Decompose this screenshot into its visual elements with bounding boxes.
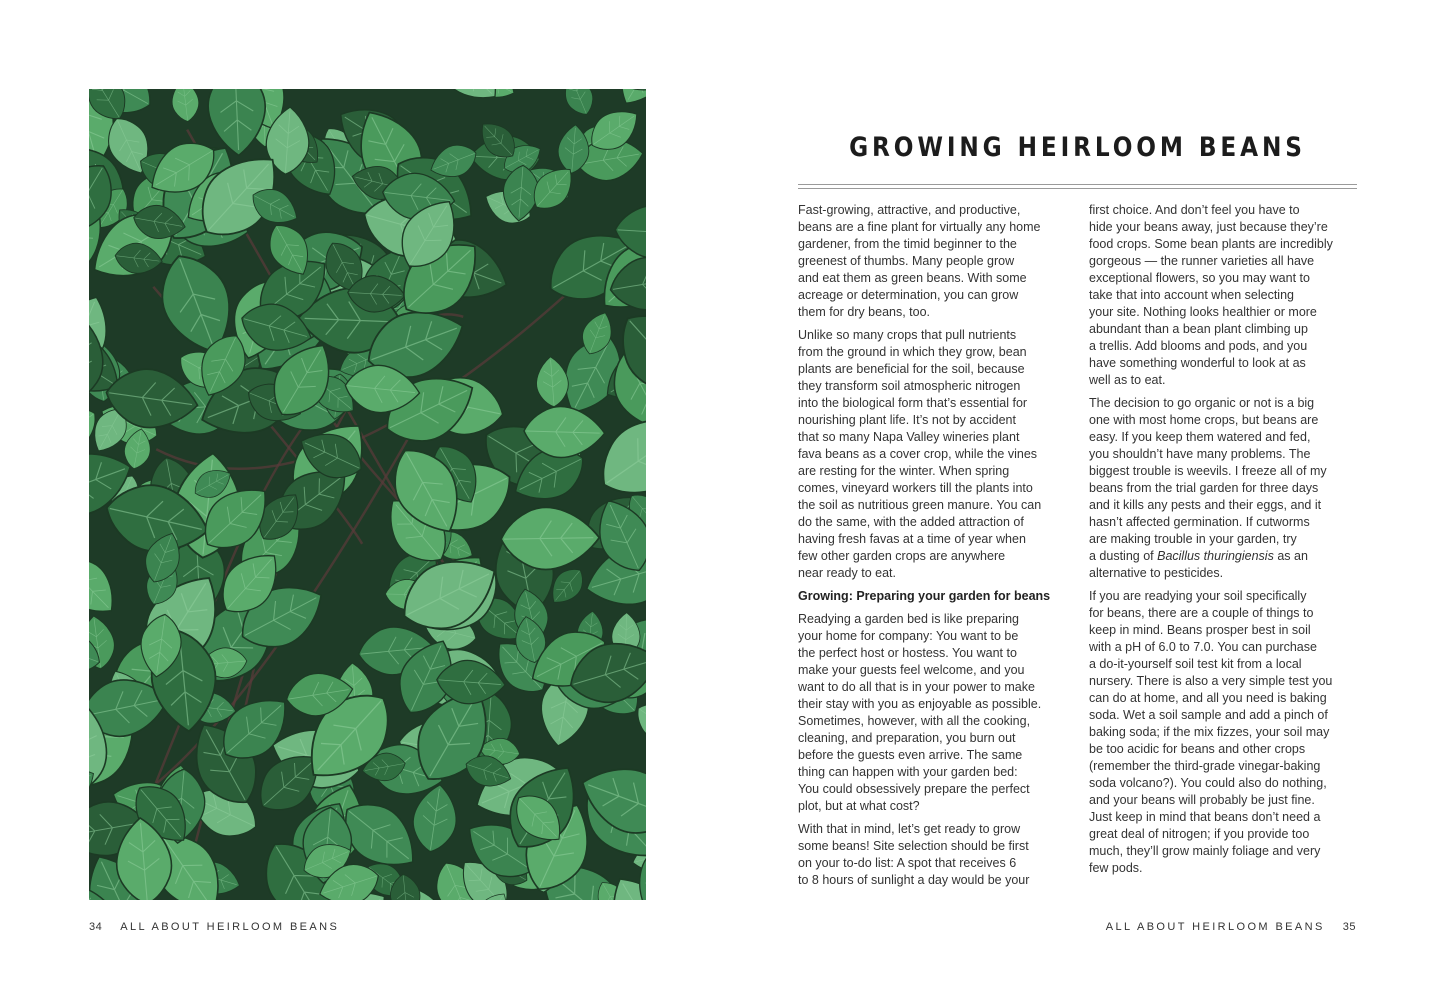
text-line: the soil as nutritious green manure. You can	[798, 498, 1042, 512]
text-line: are resting for the winter. When spring	[798, 464, 1010, 478]
text-line: with a pH of 6.0 to 7.0. You can purchase	[1089, 640, 1317, 654]
text-line: If you are readying your soil specifically	[1089, 589, 1307, 603]
text-line: have something wonderful to look at as	[1089, 356, 1306, 370]
text-line: having fresh favas at a time of year when	[798, 532, 1026, 546]
paragraph	[798, 821, 1066, 889]
text-line: great deal of nitrogen; if you provide too	[1089, 827, 1310, 841]
running-head-right: ALL ABOUT HEIRLOOM BEANS	[1105, 921, 1325, 933]
text-line: biggest trouble is weevils. I freeze all of my	[1089, 464, 1327, 478]
text-line: cleaning, and preparation, you burn out	[798, 731, 1016, 745]
text-line: and it kills any pests and their eggs, and it	[1089, 498, 1322, 512]
text-line: few pods.	[1089, 861, 1143, 875]
text-line: be too acidic for beans and other crops	[1089, 742, 1306, 756]
text-line: and eat them as green beans. With some	[798, 271, 1027, 285]
text-line: beans from the trial garden for three days	[1089, 481, 1319, 495]
text-line: Unlike so many crops that pull nutrients	[798, 328, 1017, 342]
text-line: make your guests feel welcome, and you	[798, 663, 1025, 677]
text-line: thing can happen with your garden bed:	[798, 765, 1018, 779]
text-line: The decision to go organic or not is a big	[1089, 396, 1315, 410]
text-line: want to do all that is in your power to make	[798, 680, 1035, 694]
text-line: into the biological form that’s essential for	[798, 396, 1028, 410]
page-title: GROWING HEIRLOOM BEANS	[849, 132, 1306, 163]
scientific-name: Bacillus thuringiensis	[1157, 549, 1274, 563]
paragraph-lines	[1089, 395, 1357, 548]
text-line: much, they’ll grow mainly foliage and very	[1089, 844, 1321, 858]
subheading: Growing: Preparing your garden for beans	[798, 589, 1051, 603]
page-number-left: 34	[89, 921, 103, 933]
title-rule-bottom	[798, 188, 1357, 189]
text-line: nourishing plant life. It’s not by accident	[798, 413, 1016, 427]
text-line: abundant than a bean plant climbing up	[1089, 322, 1308, 336]
text-line: for beans, there are a couple of things to	[1089, 606, 1314, 620]
page-number-right: 35	[1342, 921, 1356, 933]
text-column-left	[798, 202, 1066, 895]
paragraph	[798, 327, 1066, 582]
text-line: are making trouble in your garden, try	[1089, 532, 1297, 546]
text-line: their stay with you as enjoyable as possible.	[798, 697, 1042, 711]
text-line: on your to-do list: A spot that receives 6	[798, 856, 1017, 870]
text-line: well as to eat.	[1089, 373, 1166, 387]
text-line: alternative to pesticides.	[1089, 566, 1224, 580]
text-fragment: as an	[1273, 549, 1308, 563]
text-line: greenest of thumbs. Many people grow	[798, 254, 1015, 268]
text-line: Sometimes, however, with all the cooking,	[798, 714, 1031, 728]
text-line: exceptional flowers, so you may want to	[1089, 271, 1310, 285]
bean-leaves-icon	[89, 89, 646, 900]
text-line: can do at home, and all you need is baking	[1089, 691, 1327, 705]
text-line: and your beans will probably be just fine.	[1089, 793, 1315, 807]
text-line: first choice. And don’t feel you have to	[1089, 203, 1300, 217]
text-line: a do-it-yourself soil test kit from a local	[1089, 657, 1302, 671]
paragraph	[1089, 588, 1357, 877]
text-line: soda. Wet a soil sample and add a pinch of	[1089, 708, 1328, 722]
text-line: With that in mind, let’s get ready to grow	[798, 822, 1021, 836]
text-column-right	[1089, 202, 1357, 883]
text-line: plot, but at what cost?	[798, 799, 920, 813]
bean-leaves-photo	[89, 89, 646, 900]
text-line: the perfect host or hostess. You want to	[798, 646, 1017, 660]
paragraph	[798, 202, 1066, 321]
text-line	[1089, 548, 1357, 565]
paragraph	[1089, 202, 1357, 389]
text-line: they transform soil atmospheric nitrogen	[798, 379, 1021, 393]
text-line: that so many Napa Valley wineries plant	[798, 430, 1020, 444]
paragraph	[1089, 395, 1357, 582]
text-line: nursery. There is also a very simple test you	[1089, 674, 1333, 688]
title-rule-top	[798, 184, 1357, 185]
text-line: food crops. Some bean plants are incredibly	[1089, 237, 1333, 251]
text-line: a trellis. Add blooms and pods, and you	[1089, 339, 1308, 353]
folio-left	[89, 921, 339, 933]
text-line: hide your beans away, just because they’re	[1089, 220, 1328, 234]
text-line: them for dry beans, too.	[798, 305, 931, 319]
text-line: your home for company: You want to be	[798, 629, 1019, 643]
text-line: your site. Nothing looks healthier or more	[1089, 305, 1317, 319]
text-line: from the ground in which they grow, bean	[798, 345, 1027, 359]
running-head-left: ALL ABOUT HEIRLOOM BEANS	[120, 921, 340, 933]
text-line: (remember the third-grade vinegar-baking	[1089, 759, 1321, 773]
text-line: hasn’t affected germination. If cutworms	[1089, 515, 1310, 529]
paragraph	[798, 611, 1066, 815]
text-line: near ready to eat.	[798, 566, 896, 580]
text-line: gardener, from the timid beginner to the	[798, 237, 1017, 251]
folio-right	[1106, 921, 1356, 933]
text-line: do the same, with the added attraction of	[798, 515, 1024, 529]
text-line: Just keep in mind that beans don’t need a	[1089, 810, 1321, 824]
text-line: one with most home crops, but beans are	[1089, 413, 1319, 427]
text-line: beans are a fine plant for virtually any home	[798, 220, 1041, 234]
text-line: comes, vineyard workers till the plants into	[798, 481, 1033, 495]
text-line: few other garden crops are anywhere	[798, 549, 1006, 563]
text-line: before the guests even arrive. The same	[798, 748, 1023, 762]
text-line: Fast-growing, attractive, and productive,	[798, 203, 1021, 217]
text-line: to 8 hours of sunlight a day would be your	[798, 873, 1030, 887]
text-line: acreage or determination, you can grow	[798, 288, 1019, 302]
text-line: soda volcano?). You could also do nothing,	[1089, 776, 1327, 790]
text-line: You could obsessively prepare the perfect	[798, 782, 1030, 796]
text-line: some beans! Site selection should be first	[798, 839, 1029, 853]
text-fragment: a dusting of	[1089, 549, 1158, 563]
text-line: you shouldn’t have many problems. The	[1089, 447, 1311, 461]
text-line: take that into account when selecting	[1089, 288, 1294, 302]
text-line: plants are beneficial for the soil, because	[798, 362, 1025, 376]
text-line: keep in mind. Beans prosper best in soil	[1089, 623, 1311, 637]
text-line: gorgeous — the runner varieties all have	[1089, 254, 1315, 268]
text-line: easy. If you keep them watered and fed,	[1089, 430, 1311, 444]
text-line: Readying a garden bed is like preparing	[798, 612, 1019, 626]
text-line: fava beans as a cover crop, while the vines	[798, 447, 1038, 461]
text-line: baking soda; if the mix fizzes, your soil may	[1089, 725, 1330, 739]
